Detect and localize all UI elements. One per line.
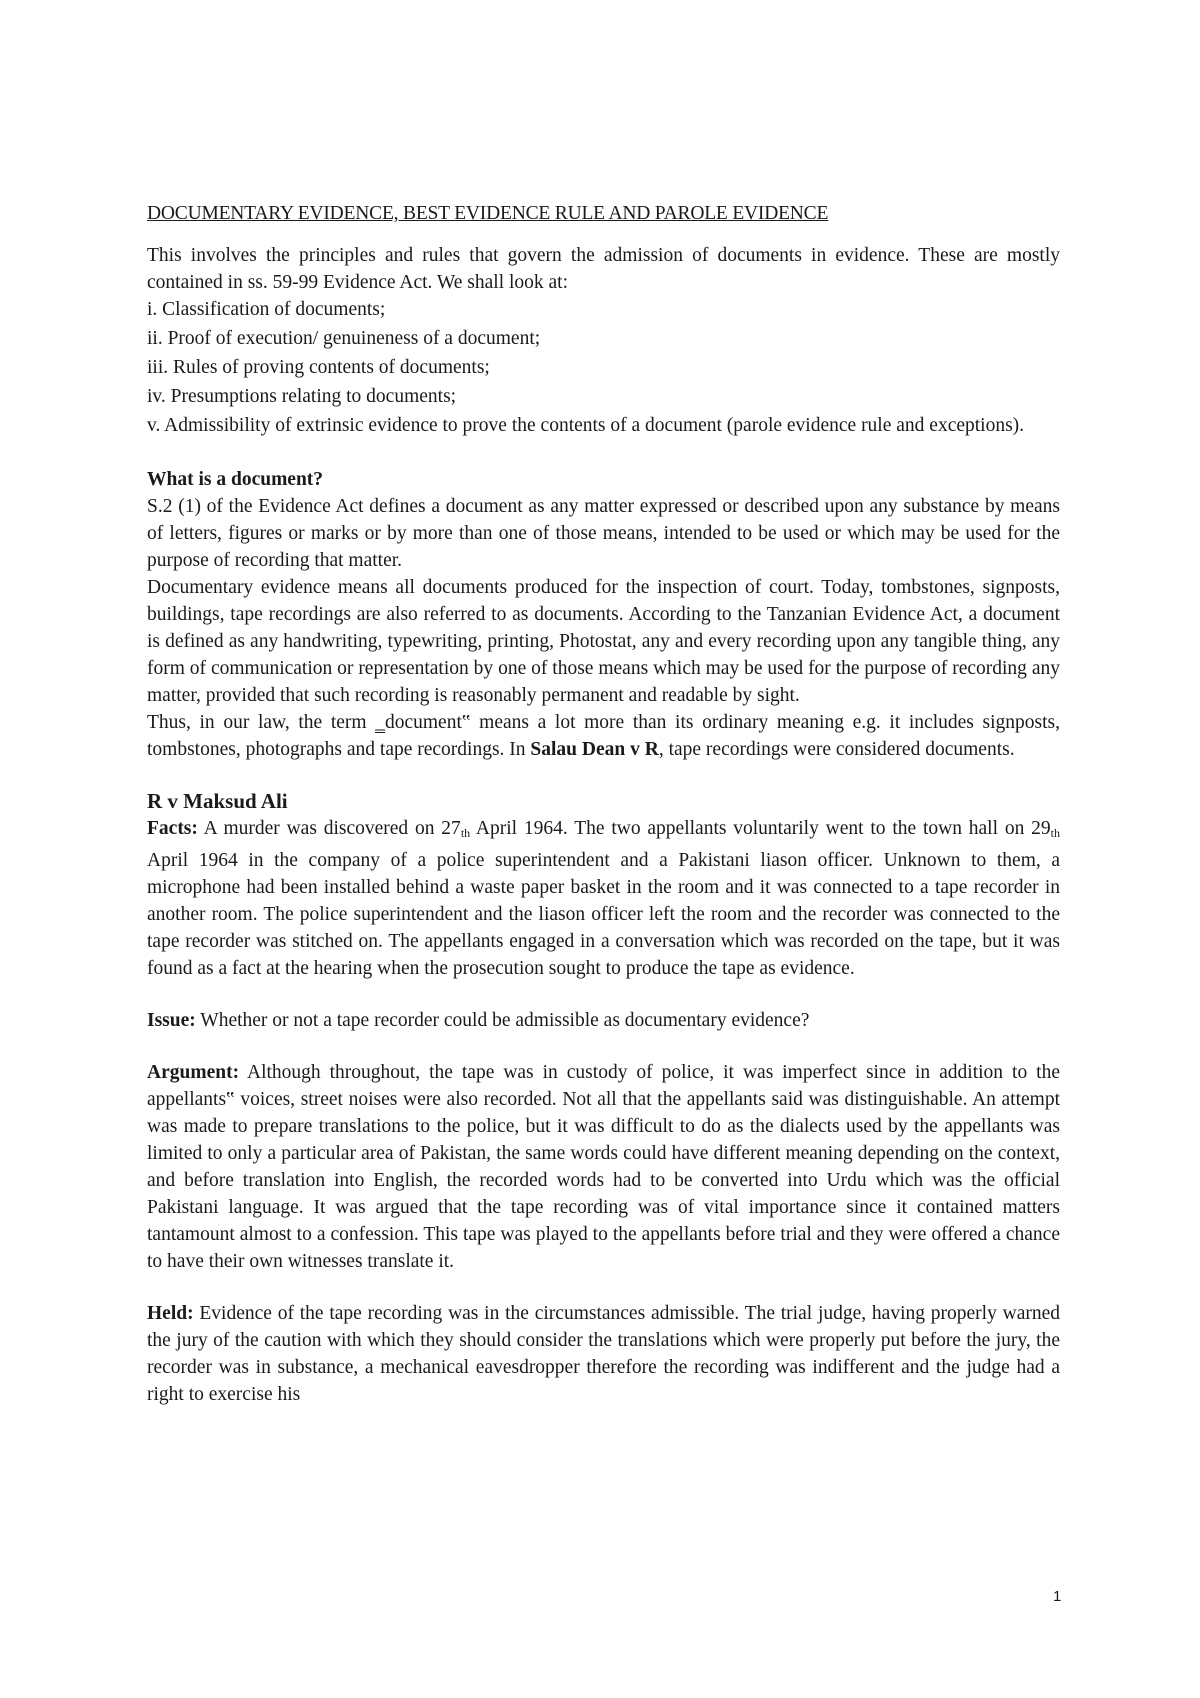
issue-paragraph	[147, 1007, 1060, 1034]
law-text-before: Thus, in our law, the term ‗document‟ means a lot more than its ordinary meaning e.g. it includes signposts, tombstones, photographs and tape recordings. In	[147, 712, 1060, 760]
documentary-evidence-paragraph: Documentary evidence means all documents produced for the inspection of court. Today, tombstones, signposts, buildings, tape recordings are also referred to as documents. According to the Tanzanian Evidence Act, a document is defined as any handwriting, typewriting, printing, Photostat, any and every recording upon any tangible thing, any form of communication or representation by one of those means which may be used for the purpose of recording any matter, provided that such recording is reasonably permanent and readable by sight.	[147, 577, 1060, 706]
list-item: i. Classification of documents;	[147, 299, 386, 320]
facts-label: Facts:	[147, 818, 198, 839]
argument-paragraph	[147, 1059, 1060, 1275]
document-body	[147, 200, 1060, 1408]
page-number: 1	[1053, 1588, 1062, 1605]
ordinal-suffix: th	[1050, 826, 1060, 840]
held-text: Evidence of the tape recording was in the circumstances admissible. The trial judge, having properly warned the jury of the caution with which they should consider the translations which were properly put before the jury, the recorder was in substance, a mechanical eavesdropper therefore the recording was indifferent and the judge had a right to exercise his	[147, 1303, 1060, 1405]
document-title: DOCUMENTARY EVIDENCE, BEST EVIDENCE RULE AND PAROLE EVIDENCE	[147, 203, 829, 224]
facts-paragraph	[147, 815, 1060, 982]
topics-list	[147, 296, 1060, 439]
case-citation: Salau Dean v R	[530, 739, 659, 760]
argument-label: Argument:	[147, 1062, 240, 1083]
argument-text: Although throughout, the tape was in custody of police, it was imperfect since in addition to the appellants‟ voices, street noises were also recorded. Not all that the appellants said was distinguishable. An attempt was made to prepare translations to the police, but it was difficult to do as the dialects used by the appellants was limited to only a particular area of Pakistan, the same words could have different meaning depending on the context, and before translation into English, the recorded words had to be converted into Urdu which was the official Pakistani language. It was argued that the tape recording was of vital importance since it contained matters tantamount almost to a confession. This tape was played to the appellants before trial and they were offered a chance to have their own witnesses translate it.	[147, 1062, 1060, 1272]
case-name: R v Maksud Ali	[147, 789, 288, 813]
list-item: ii. Proof of execution/ genuineness of a document;	[147, 328, 541, 349]
facts-text-2: April 1964. The two appellants voluntarily went to the town hall on 29	[470, 818, 1051, 839]
held-label: Held:	[147, 1303, 194, 1324]
issue-text: Whether or not a tape recorder could be admissible as documentary evidence?	[195, 1010, 810, 1031]
law-text-after: , tape recordings were considered documents.	[658, 739, 1015, 760]
facts-text-3: April 1964 in the company of a police superintendent and a Pakistani liason officer. Unknown to them, a microphone had been installed behind a waste paper basket in the room and it was connected to a tape recorder in another room. The police superintendent and the liason officer left the room and the recorder was connected to the tape recorder was stitched on. The appellants engaged in a conversation which was recorded on the tape, but it was found as a fact at the hearing when the prosecution sought to produce the tape as evidence.	[147, 850, 1060, 979]
law-paragraph	[147, 709, 1060, 763]
facts-text-1: A murder was discovered on 27	[197, 818, 461, 839]
intro-paragraph: This involves the principles and rules that govern the admission of documents in evidence. These are mostly contained in ss. 59-99 Evidence Act. We shall look at:	[147, 245, 1060, 293]
list-item: iii. Rules of proving contents of documents;	[147, 357, 490, 378]
section-heading: What is a document?	[147, 469, 324, 490]
list-item: iv. Presumptions relating to documents;	[147, 386, 457, 407]
definition-paragraph: S.2 (1) of the Evidence Act defines a document as any matter expressed or described upon any substance by means of letters, figures or marks or by more than one of those means, intended to be used or which may be used for the purpose of recording that matter.	[147, 496, 1060, 571]
ordinal-suffix: th	[460, 826, 471, 840]
issue-label: Issue:	[147, 1010, 196, 1031]
list-item: v. Admissibility of extrinsic evidence to prove the contents of a document (parole evidence rule and exceptions).	[147, 415, 1025, 436]
held-paragraph	[147, 1300, 1060, 1408]
